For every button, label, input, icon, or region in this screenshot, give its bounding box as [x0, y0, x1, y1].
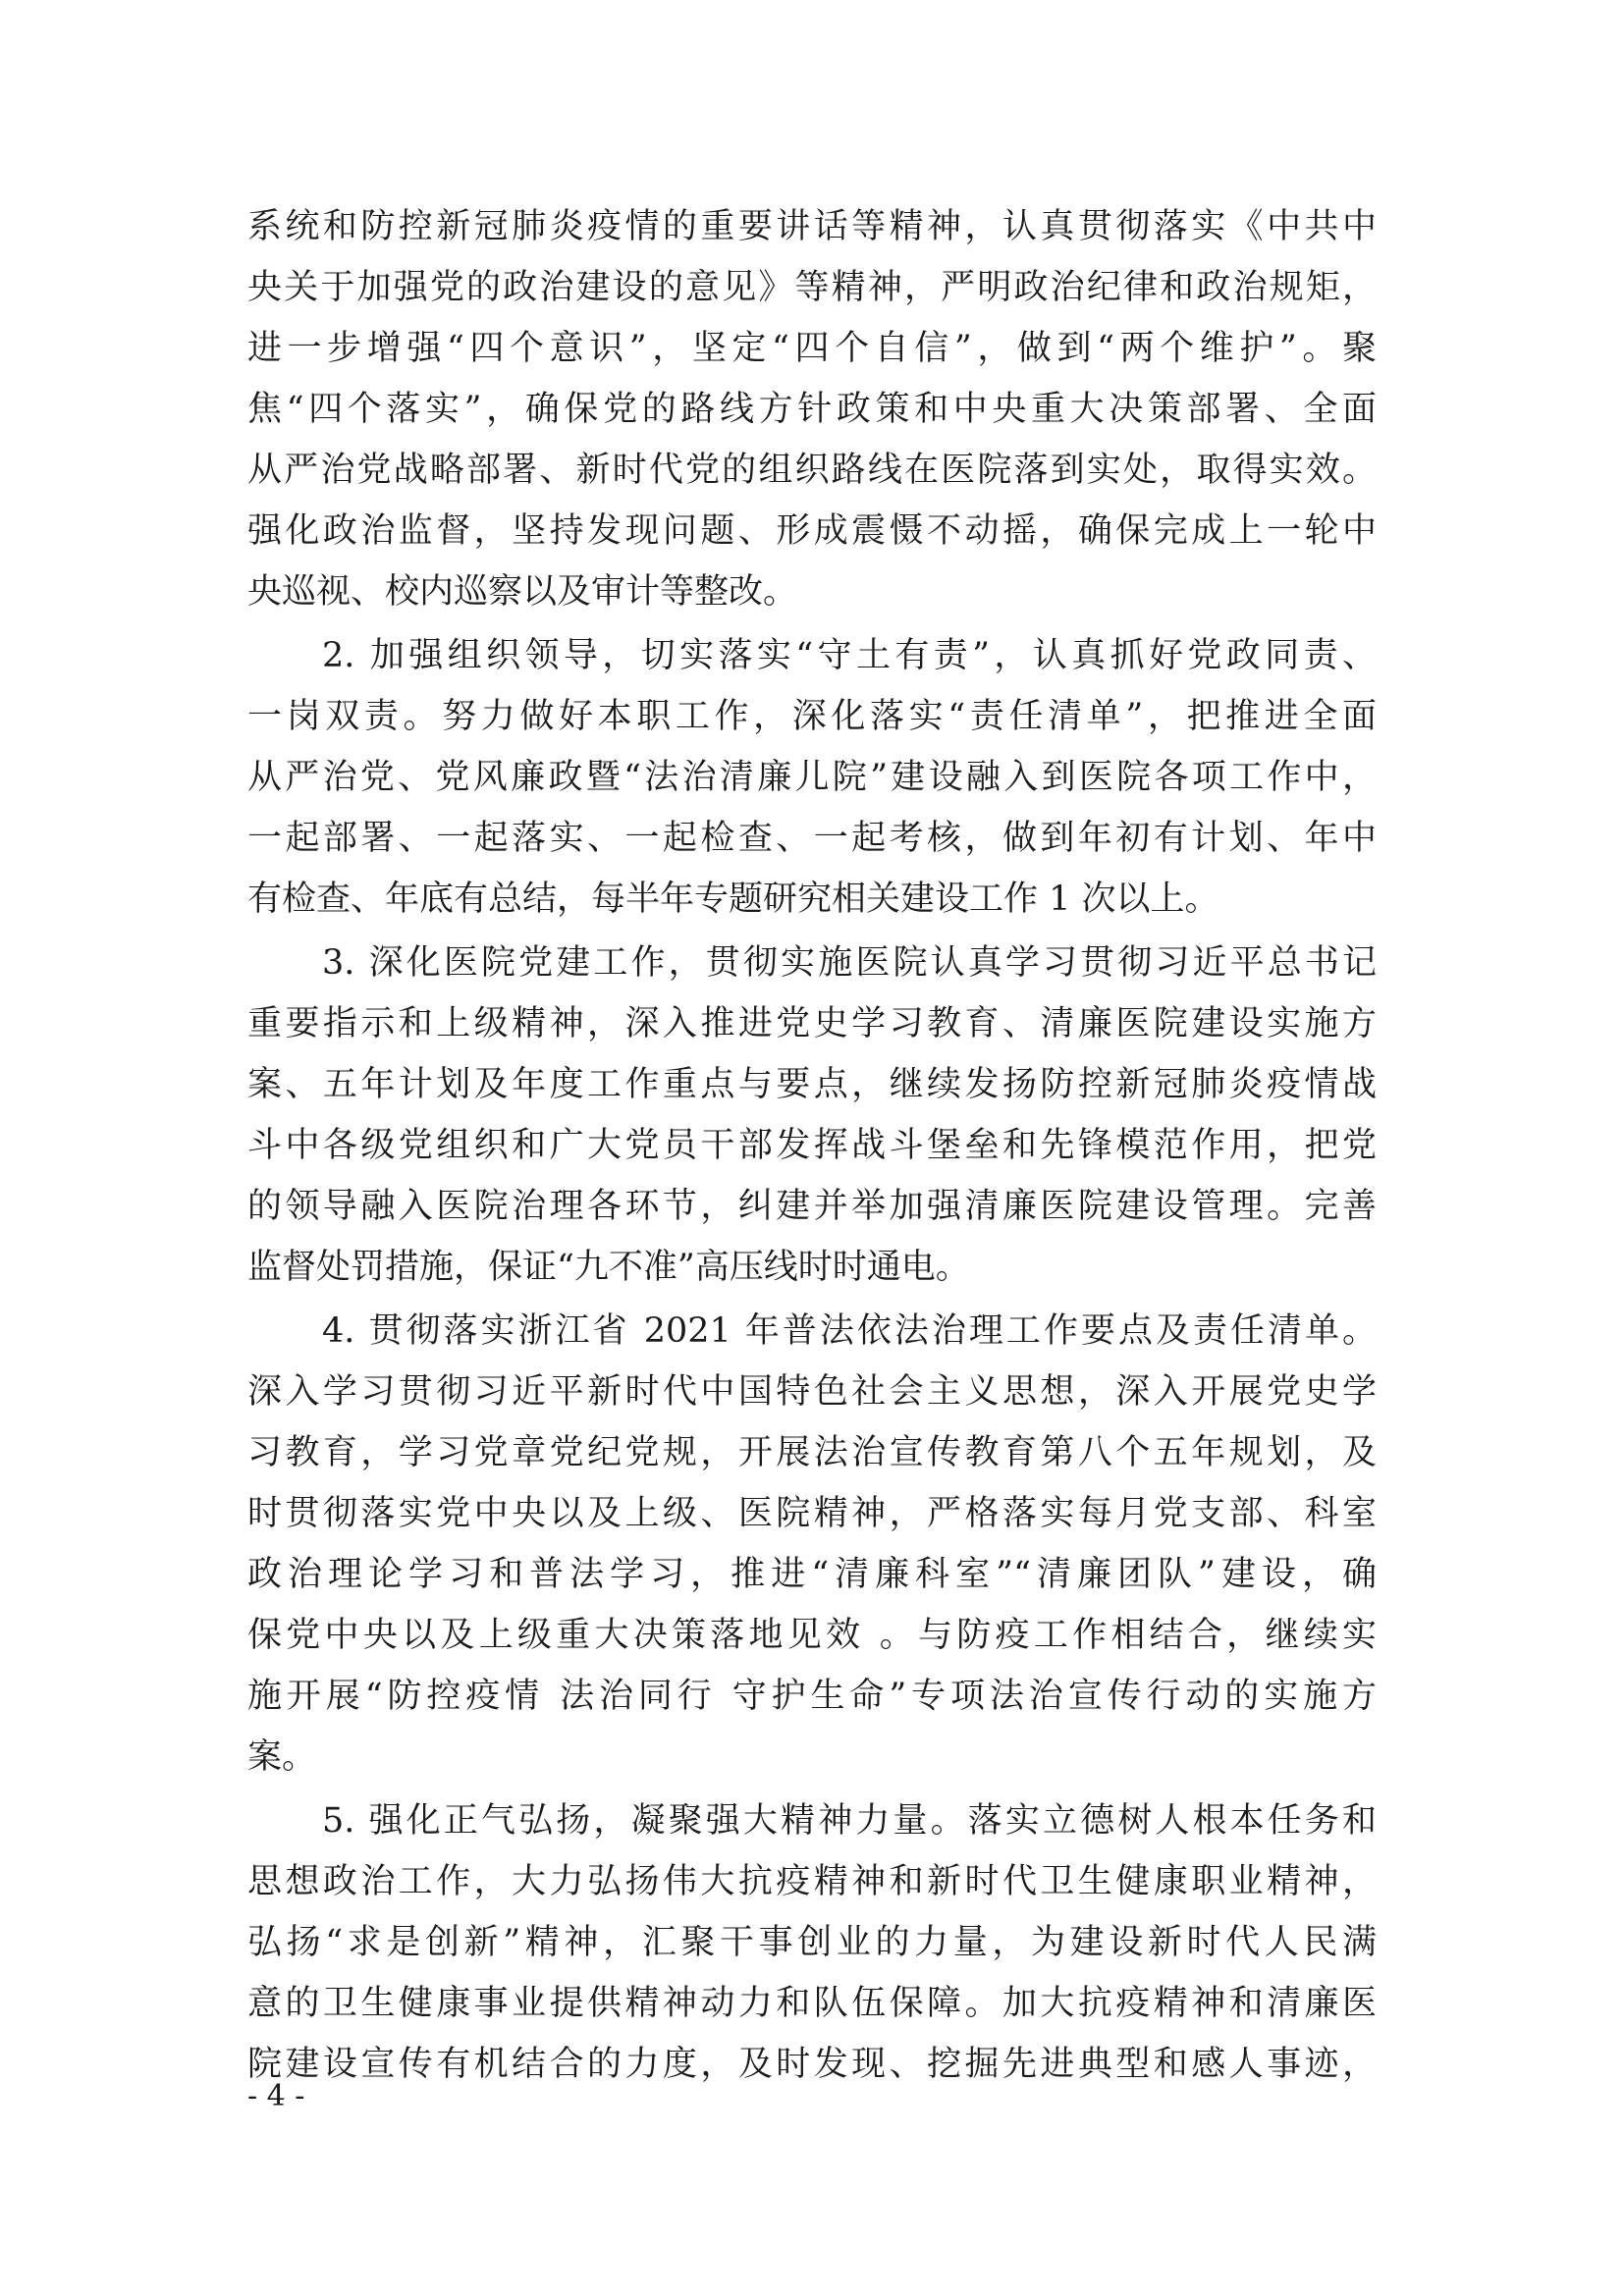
- paragraph-3: [247, 933, 1377, 1298]
- text-line: 焦“四个落实”，确保党的路线方针政策和中央重大决策部署、全面: [247, 390, 1377, 429]
- text-line: 监督处罚措施，保证“九不准”高压线时时通电。: [247, 1248, 970, 1287]
- text-line: 政治理论学习和普法学习，推进“清廉科室”“清廉团队”建设，确: [247, 1555, 1377, 1594]
- text-line: 从严治党战略部署、新时代党的组织路线在医院落到实处，取得实效。: [247, 451, 1377, 490]
- text-line: 从严治党、党风廉政暨“法治清廉儿院”建设融入到医院各项工作中，: [247, 758, 1377, 797]
- text-line: 施开展“防控疫情 法治同行 守护生命”专项法治宣传行动的实施方: [247, 1677, 1377, 1716]
- text-line: 央关于加强党的政治建设的意见》等精神，严明政治纪律和政治规矩，: [247, 268, 1377, 307]
- text-line: 强化政治监督，坚持发现问题、形成震慑不动摇，确保完成上一轮中: [247, 511, 1377, 551]
- text-line: 案、五年计划及年度工作重点与要点，继续发扬防控新冠肺炎疫情战: [247, 1065, 1377, 1104]
- text-line: 时贯彻落实党中央以及上级、医院精神，严格落实每月党支部、科室: [247, 1494, 1377, 1533]
- paragraph-4: [247, 1301, 1377, 1788]
- paragraph-1: [247, 196, 1377, 622]
- text-line: 2. 加强组织领导，切实落实“守土有责”，认真抓好党政同责、: [322, 636, 1377, 675]
- text-line: 重要指示和上级精神，深入推进党史学习教育、清廉医院建设实施方: [247, 1004, 1377, 1043]
- text-line: 的领导融入医院治理各环节，纠建并举加强清廉医院建设管理。完善: [247, 1187, 1377, 1226]
- text-line: 一岗双责。努力做好本职工作，深化落实“责任清单”，把推进全面: [247, 697, 1377, 736]
- text-line: 院建设宣传有机结合的力度，及时发现、挖掘先进典型和感人事迹，: [247, 2045, 1377, 2084]
- body-text: [247, 196, 1377, 2095]
- text-line: 思想政治工作，大力弘扬伟大抗疫精神和新时代卫生健康职业精神，: [247, 1862, 1377, 1901]
- text-line: 深入学习贯彻习近平新时代中国特色社会主义思想，深入开展党史学: [247, 1372, 1377, 1412]
- text-line: 3. 深化医院党建工作，贯彻实施医院认真学习贯彻习近平总书记: [322, 943, 1377, 983]
- text-line: 意的卫生健康事业提供精神动力和队伍保障。加大抗疫精神和清廉医: [247, 1984, 1377, 2023]
- text-line: 进一步增强“四个意识”，坚定“四个自信”，做到“两个维护”。聚: [247, 329, 1377, 368]
- text-line: 4. 贯彻落实浙江省 2021 年普法依法治理工作要点及责任清单。: [322, 1311, 1377, 1351]
- paragraph-5: [247, 1790, 1377, 2095]
- text-line: 习教育，学习党章党纪党规，开展法治宣传教育第八个五年规划，及: [247, 1433, 1377, 1472]
- text-line: 5. 强化正气弘扬，凝聚强大精神力量。落实立德树人根本任务和: [322, 1801, 1377, 1841]
- page-number: - 4 -: [247, 2079, 305, 2113]
- text-line: 系统和防控新冠肺炎疫情的重要讲话等精神，认真贯彻落实《中共中: [247, 207, 1377, 246]
- text-line: 弘扬“求是创新”精神，汇聚干事创业的力量，为建设新时代人民满: [247, 1923, 1377, 1962]
- paragraph-2: [247, 625, 1377, 930]
- text-line: 央巡视、校内巡察以及审计等整改。: [247, 572, 798, 612]
- text-line: 一起部署、一起落实、一起检查、一起考核，做到年初有计划、年中: [247, 819, 1377, 858]
- text-line: 案。: [247, 1737, 317, 1777]
- text-line: 斗中各级党组织和广大党员干部发挥战斗堡垒和先锋模范作用，把党: [247, 1126, 1377, 1165]
- text-line: 有检查、年底有总结，每半年专题研究相关建设工作 1 次以上。: [247, 880, 1219, 919]
- text-line: 保党中央以及上级重大决策落地见效 。与防疫工作相结合，继续实: [247, 1616, 1377, 1655]
